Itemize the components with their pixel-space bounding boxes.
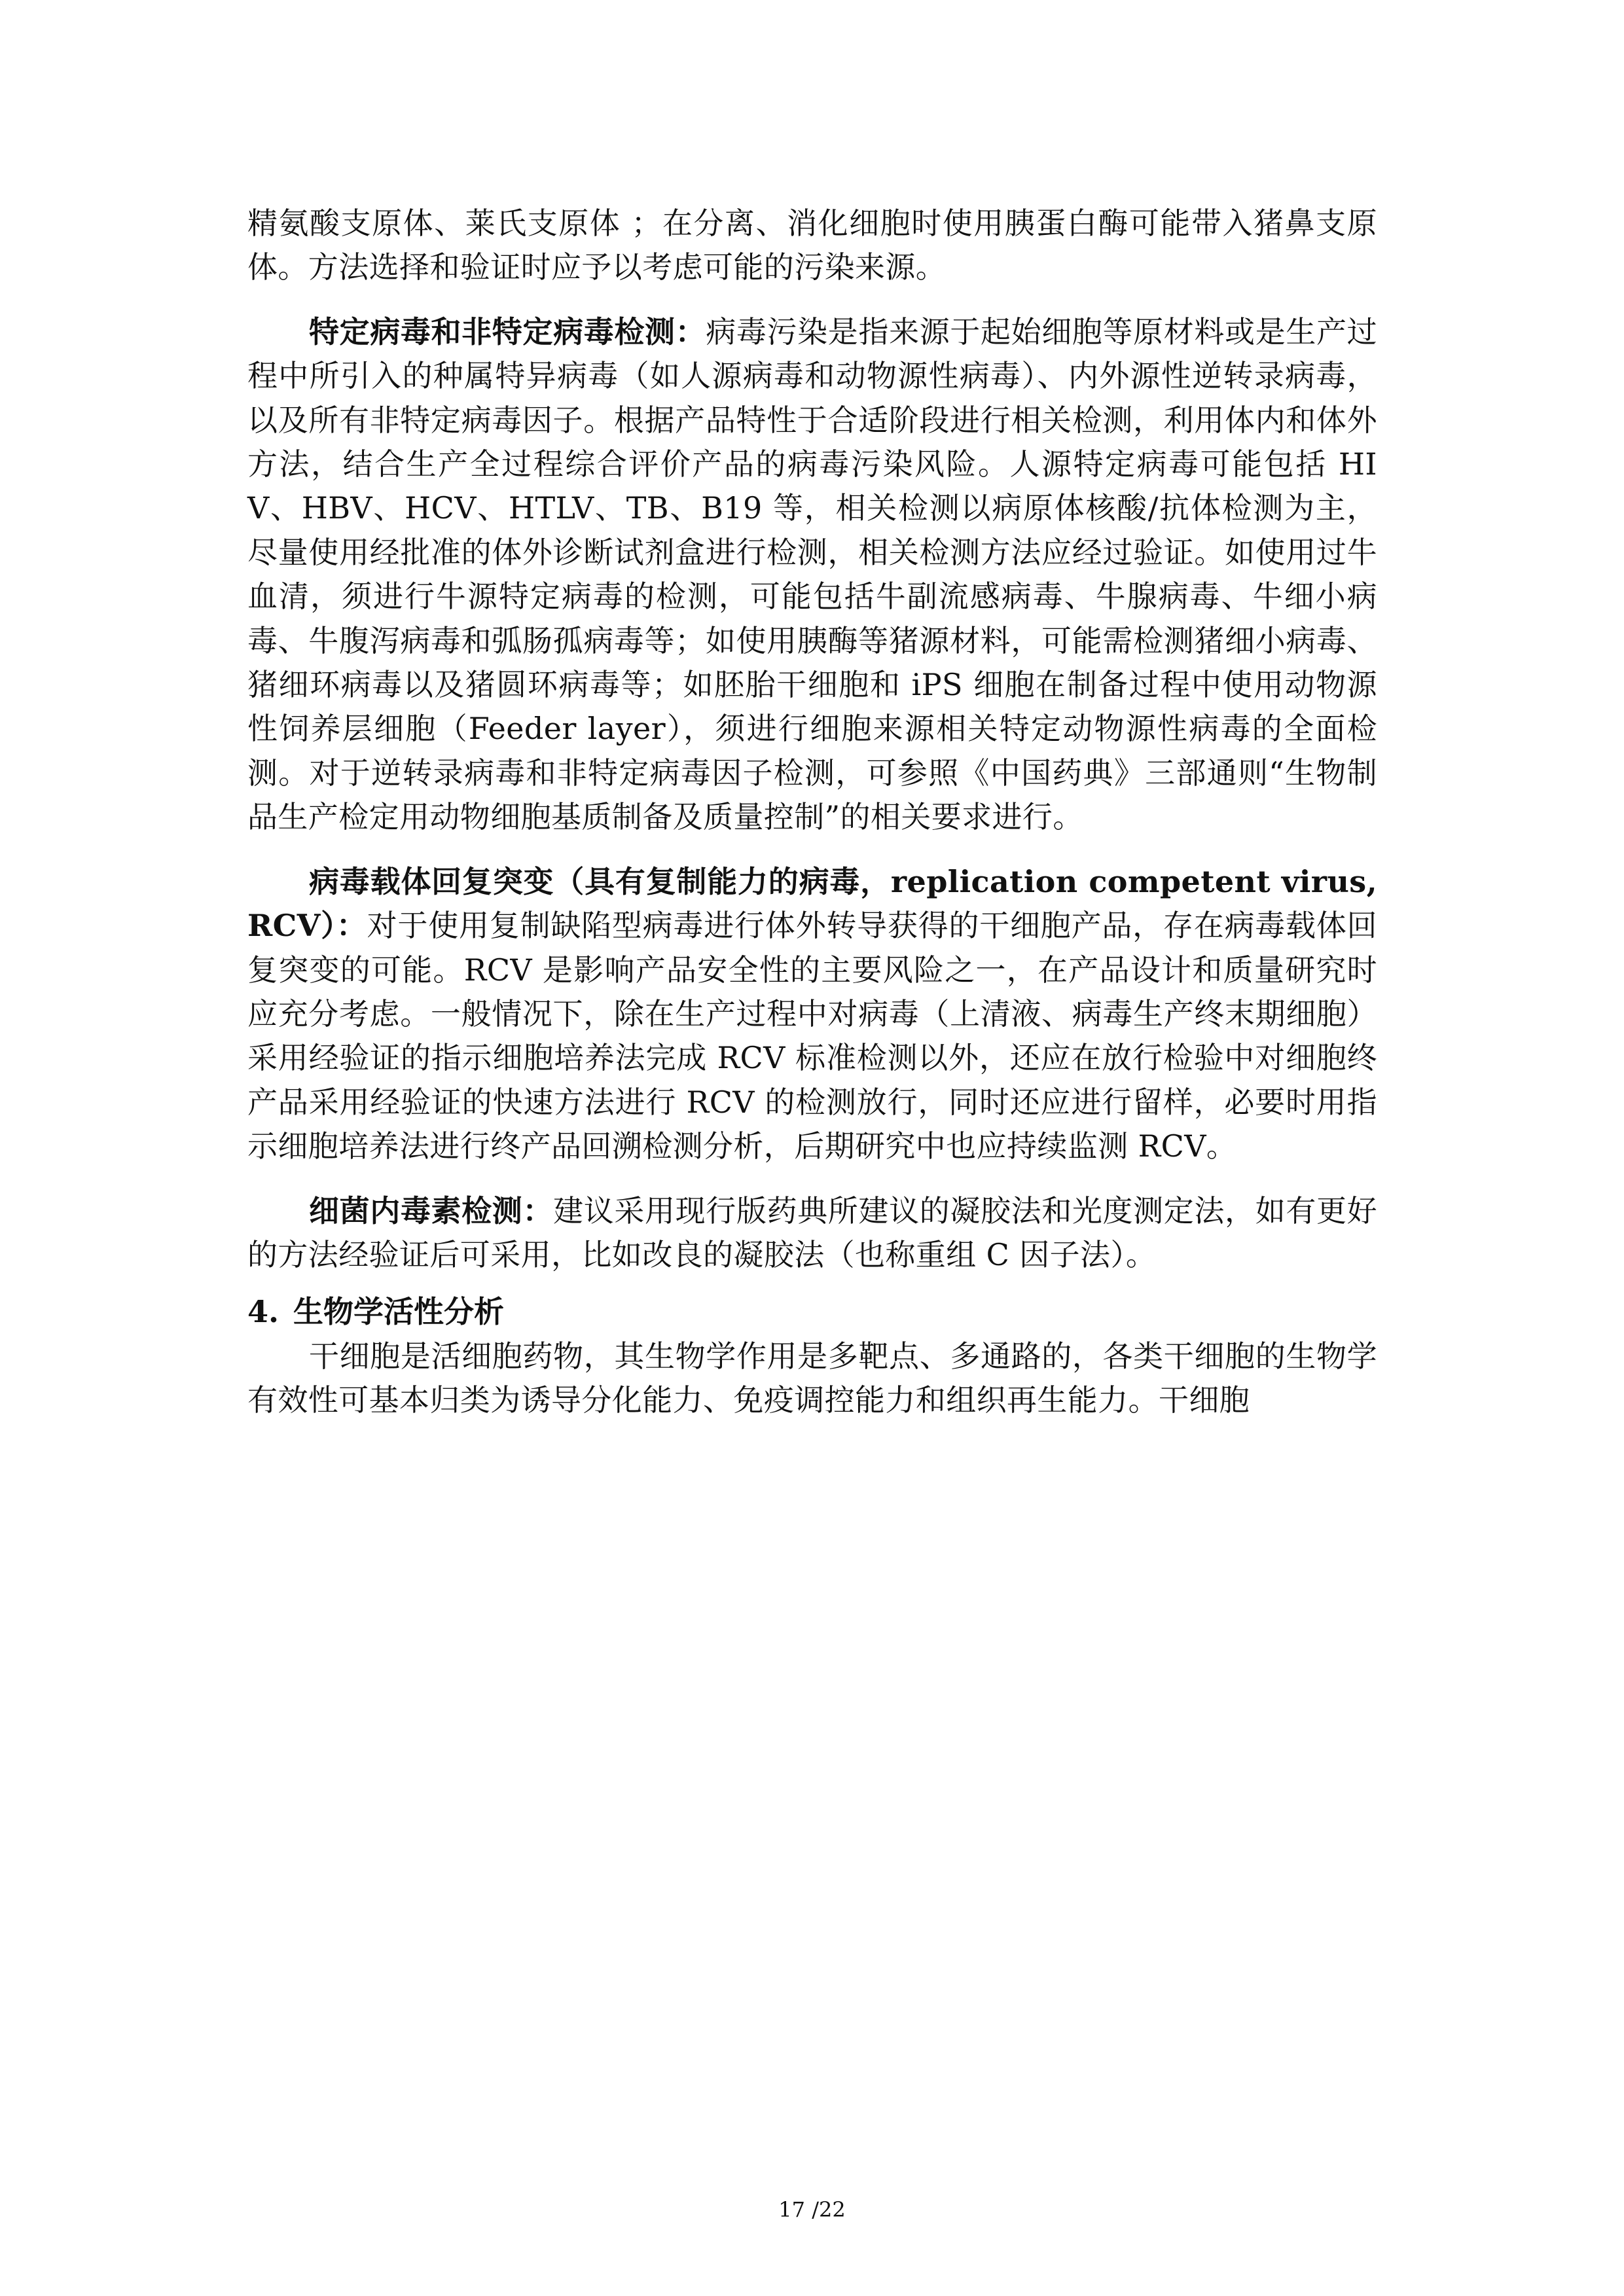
paragraph-gap xyxy=(247,1169,1377,1189)
paragraph-lead-virus-detection: 特定病毒和非特定病毒检测： xyxy=(309,314,706,350)
paragraph-rcv xyxy=(247,860,1377,1169)
paragraph-body-rcv: 对于使用复制缺陷型病毒进行体外转导获得的干细胞产品，存在病毒载体回复突变的可能。RCV 是影响产品安全性的主要风险之一，在产品设计和质量研究时应充分考虑。一般情况下，除在生产过程中对病毒（上清液、病毒生产终末期细胞）采用经验证的指示细胞培养法完成 RCV 标准检测以外，还应在放行检验中对细胞终产品采用经验证的快速方法进行 RCV 的检测放行，同时还应进行留样，必要时用指示细胞培养法进行终产品回溯检测分析，后期研究中也应持续监测 RCV。 xyxy=(247,908,1378,1164)
paragraph-virus-detection xyxy=(247,310,1377,840)
page-body xyxy=(247,202,1377,1423)
section-number: 4. xyxy=(247,1294,280,1330)
paragraph-endotoxin xyxy=(247,1189,1377,1278)
paragraph-body-virus-detection: 病毒污染是指来源于起始细胞等原材料或是生产过程中所引入的种属特异病毒（如人源病毒和动物源性病毒）、内外源性逆转录病毒，以及所有非特定病毒因子。根据产品特性于合适阶段进行相关检测，利用体内和体外方法，结合生产全过程综合评价产品的病毒污染风险。人源特定病毒可能包括 HIV、HBV、HCV、HTLV、TB、B19 等，相关检测以病原体核酸/抗体检测为主，尽量使用经批准的体外诊断试剂盒进行检测，相关检测方法应经过验证。如使用过牛血清，须进行牛源特定病毒的检测，可能包括牛副流感病毒、牛腺病毒、牛细小病毒、牛腹泻病毒和弧肠孤病毒等；如使用胰酶等猪源材料，可能需检测猪细小病毒、猪细环病毒以及猪圆环病毒等；如胚胎干细胞和 iPS 细胞在制备过程中使用动物源性饲养层细胞（Feeder layer），须进行细胞来源相关特定动物源性病毒的全面检测。对于逆转录病毒和非特定病毒因子检测，可参照《中国药典》三部通则“生物制品生产检定用动物细胞基质制备及质量控制”的相关要求进行。 xyxy=(247,314,1377,835)
paragraph-lead-rcv: 病毒载体回复突变（具有复制能力的病毒，replication competent virus, RCV）： xyxy=(247,863,1377,944)
paragraph-gap xyxy=(247,840,1377,860)
section-title: 生物学活性分析 xyxy=(293,1294,505,1330)
section-heading-bioactivity xyxy=(247,1290,1377,1334)
paragraph-bioactivity: 干细胞是活细胞药物，其生物学作用是多靶点、多通路的，各类干细胞的生物学有效性可基本归类为诱导分化能力、免疫调控能力和组织再生能力。干细胞 xyxy=(247,1338,1377,1418)
paragraph-lead-endotoxin: 细菌内毒素检测： xyxy=(309,1193,554,1229)
paragraph-mycoplasma-continued: 精氨酸支原体、莱氏支原体 ；在分离、消化细胞时使用胰蛋白酶可能带入猪鼻支原体。方法选择和验证时应予以考虑可能的污染来源。 xyxy=(247,206,1377,285)
paragraph-body-endotoxin: 建议采用现行版药典所建议的凝胶法和光度测定法，如有更好的方法经验证后可采用，比如改良的凝胶法（也称重组 C 因子法）。 xyxy=(247,1193,1377,1272)
paragraph-gap xyxy=(247,290,1377,310)
page-number: 17 /22 xyxy=(778,2197,846,2222)
paragraph-gap xyxy=(247,1277,1377,1290)
